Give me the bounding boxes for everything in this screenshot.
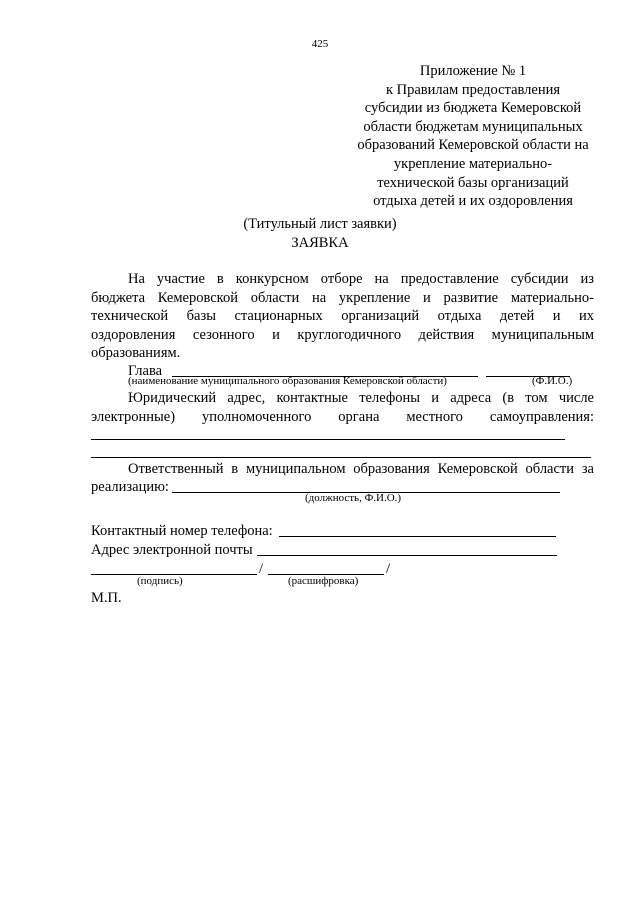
paragraph-line: оздоровления сезонного и круглогодичного действия муниципальным <box>91 326 594 343</box>
page-number: 425 <box>311 38 329 50</box>
legal-address-block <box>91 389 594 426</box>
document-title: ЗАЯВКА <box>291 235 349 251</box>
responsible-label: реализацию: <box>91 479 169 495</box>
appendix-line: технической базы организаций <box>377 174 569 191</box>
contact-phone-label: Контактный номер телефона: <box>91 523 273 539</box>
legal-address-field-2[interactable] <box>91 457 591 458</box>
appendix-line: субсидии из бюджета Кемеровской <box>364 100 582 117</box>
application-paragraph <box>91 270 594 363</box>
paragraph-line: бюджета Кемеровской области на укрепление и развитие материально- <box>91 289 594 306</box>
legal-address-field-1[interactable] <box>91 439 565 440</box>
legal-address-line: Юридический адрес, контактные телефоны и адреса (в том числе <box>128 390 594 406</box>
paragraph-line: технической базы стационарных организаций отдыха детей и их <box>91 308 594 325</box>
head-caption-org: (наименование муниципального образования Кемеровской области) <box>128 375 447 387</box>
appendix-block <box>344 62 602 211</box>
appendix-line: области бюджетам муниципальных <box>363 118 583 135</box>
responsible-block <box>91 460 594 479</box>
appendix-line: образований Кемеровской области на <box>357 137 589 154</box>
responsible-line: Ответственный в муниципальном образования Кемеровской области за <box>128 461 594 477</box>
paragraph-line: На участие в конкурсном отборе на предоставление субсидии из <box>128 271 594 287</box>
decode-caption: (расшифровка) <box>288 575 359 587</box>
paragraph-line: образованиям. <box>91 345 181 362</box>
contact-phone-field[interactable] <box>279 536 556 537</box>
email-field[interactable] <box>257 555 557 556</box>
email-label: Адрес электронной почты <box>91 542 253 558</box>
responsible-caption: (должность, Ф.И.О.) <box>305 492 402 504</box>
appendix-line: Приложение № 1 <box>419 63 527 79</box>
legal-address-line: электронные) уполномоченного органа местного самоуправления: <box>91 408 594 425</box>
head-label: Глава <box>128 363 163 379</box>
appendix-line: укрепление материально- <box>393 155 553 172</box>
stamp-mark: М.П. <box>91 590 122 606</box>
signature-slash: / <box>259 561 264 577</box>
signature-caption: (подпись) <box>137 575 183 587</box>
signature-slash: / <box>386 561 391 577</box>
head-caption-fio: (Ф.И.О.) <box>532 375 573 387</box>
title-note: (Титульный лист заявки) <box>243 216 397 232</box>
appendix-line: к Правилам предоставления <box>385 81 561 98</box>
appendix-line: отдыха детей и их оздоровления <box>373 193 573 210</box>
